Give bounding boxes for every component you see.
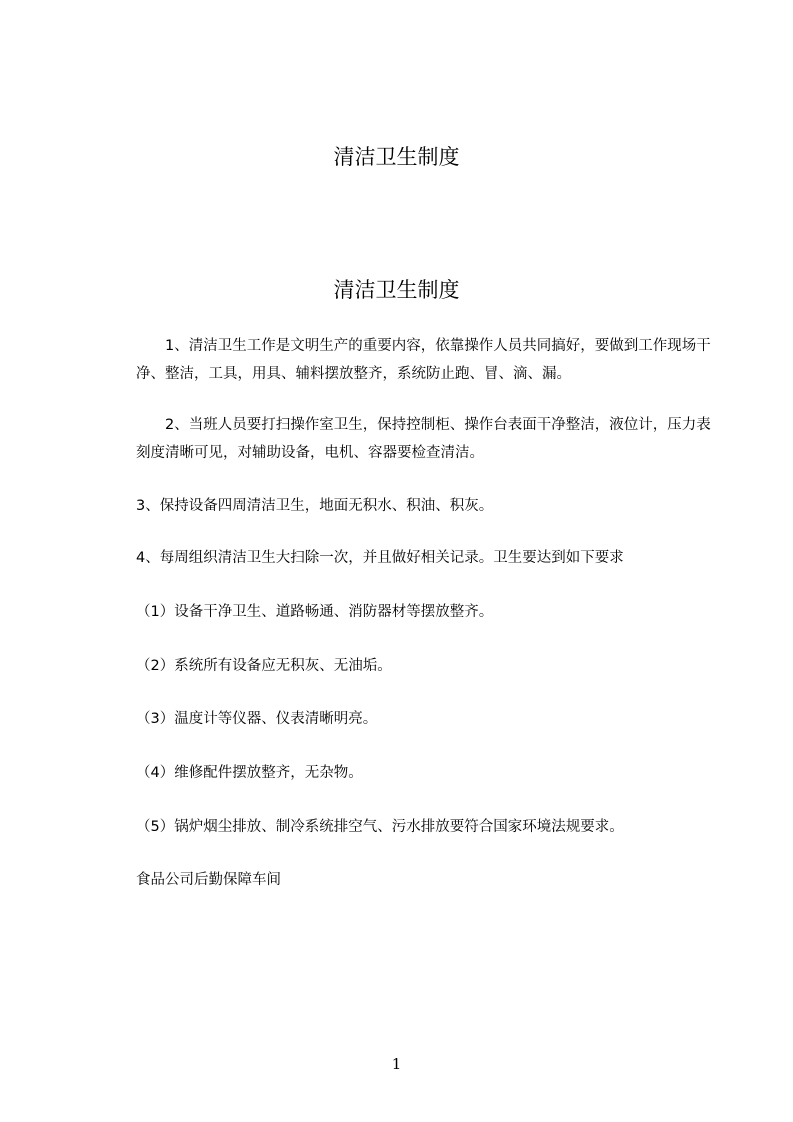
page-number: 1	[391, 1055, 402, 1073]
paragraph-1: 1、清洁卫生工作是文明生产的重要内容，依靠操作人员共同搞好，要做到工作现场干净、整洁，工具，用具、辅料摆放整齐，系统防止跑、冒、滴、漏。	[136, 338, 711, 382]
requirement-item-2: （2）系统所有设备应无积灰、无油垢。	[136, 658, 392, 674]
paragraph-2: 2、当班人员要打扫操作室卫生，保持控制柜、操作台表面干净整洁，液位计，压力表刻度清晰可见，对辅助设备，电机、容器要检查清洁。	[136, 417, 711, 461]
requirement-item-5: （5）锅炉烟尘排放、制冷系统排空气、污水排放要符合国家环境法规要求。	[136, 819, 624, 835]
requirement-item-4: （4）维修配件摆放整齐，无杂物。	[136, 765, 363, 781]
paragraph-3: 3、保持设备四周清洁卫生，地面无积水、积油、积灰。	[136, 498, 494, 514]
requirement-item-1: （1）设备干净卫生、道路畅通、消防器材等摆放整齐。	[136, 604, 494, 620]
header-title: 清洁卫生制度	[333, 145, 460, 169]
requirement-item-3: （3）温度计等仪器、仪表清晰明亮。	[136, 711, 378, 727]
signature: 食品公司后勤保障车间	[136, 872, 281, 888]
paragraph-4: 4、每周组织清洁卫生大扫除一次，并且做好相关记录。卫生要达到如下要求	[136, 550, 624, 566]
page-title: 清洁卫生制度	[333, 278, 460, 302]
